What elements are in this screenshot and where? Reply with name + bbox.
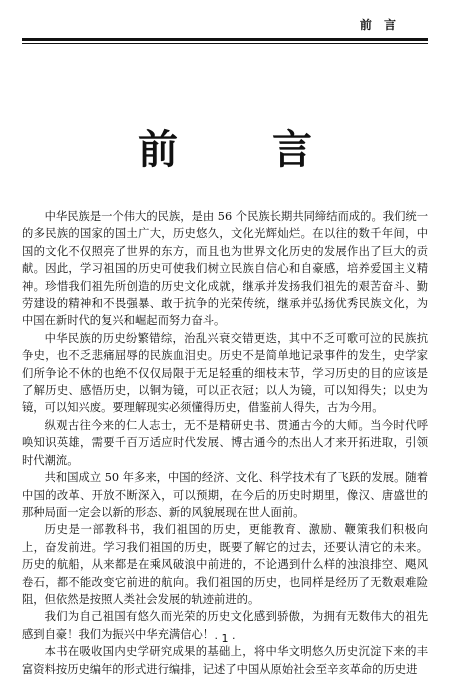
page-number: · 1 · (214, 632, 236, 645)
paragraph: 共和国成立 50 年多来，中国的经济、文化、科学技术有了飞跃的发展。随着中国的改革、开放不断深入，可以预期，在今后的历史时期里，像汉、唐盛世的那种局面一定会以新的形态、新的风貌展现在世人面前。 (22, 471, 428, 519)
paragraph: 我们为自己祖国有悠久而光荣的历史文化感到骄傲，为拥有无数伟大的祖先感到自豪！我们为振兴中华充满信心！ (22, 610, 428, 641)
paragraph: 纵观古往今来的仁人志士，无不是精研史书、贯通古今的大师。当今时代呼唤知识英雄，需要千百万适应时代发展、博古通今的杰出人才来开拓进取，引领时代潮流。 (22, 418, 428, 467)
header-rule-thick (22, 38, 428, 41)
paragraph: 历史是一部教科书，我们祖国的历史，更能教育、激励、鞭策我们积极向上，奋发前进。学习我们祖国的历史，既要了解它的过去，还要认清它的未来。历史的航船，从来都是在乘风破浪中前进的，不论遇到什么样的浊浪排空、飓风卷石，都不能改变它前进的航向。我们祖国的历史，也同样是经历了无数艰难险阻，但依然是按照人类社会发展的轨迹前进的。 (22, 523, 428, 606)
body-text (22, 208, 428, 678)
header-rule-thin (22, 43, 428, 44)
paragraph: 本书在吸收国内史学研究成果的基础上，将中华文明悠久历史沉淀下来的丰富资料按历史编年的形式进行编排，记述了中国从原始社会至辛亥革命的历史进 (22, 645, 428, 676)
paragraph: 中华民族的历史纷繁错综，治乱兴衰交错更迭，其中不乏可歌可泣的民族抗争史，也不乏悲痛屈辱的民族血泪史。历史不是简单地记录事件的发生，史学家们所争论不休的也绝不仅仅局限于无足轻重的细枝末节，学习历史的目的应该是了解历史、感悟历史，以铜为镜，可以正衣冠；以人为镜，可以知得失；以史为镜，可以知兴废。要理解现实必须懂得历史，借鉴前人得失，古为今用。 (22, 331, 428, 415)
paragraph: 中华民族是一个伟大的民族，是由 56 个民族长期共同缔结而成的。我们统一的多民族的国家的国土广大，历史悠久，文化光辉灿烂。在以往的数千年间，中国的文化不仅照亮了世界的东方，而且也为世界文化历史的发展作出了巨大的贡献。因此，学习祖国的历史可使我们树立民族自信心和自豪感，培养爱国主义精神。珍惜我们祖先所创造的历史文化成就，继承并发扬我们祖先的艰苦奋斗、勤劳建设的精神和不畏强暴、敢于抗争的光荣传统，继承并弘扬优秀民族文化，为中国在新时代的复兴和崛起而努力奋斗。 (22, 210, 428, 328)
running-head: 前 言 (359, 18, 400, 32)
page-title: 前 言 (138, 127, 352, 173)
